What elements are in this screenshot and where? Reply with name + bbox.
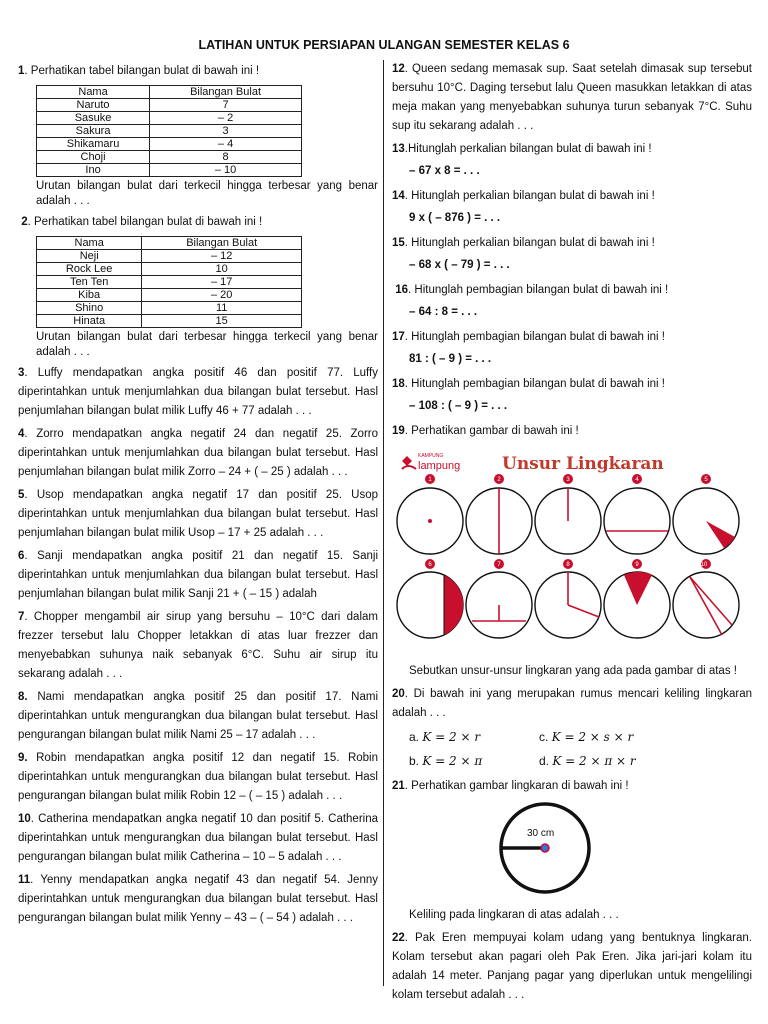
question-5: 5. Usop mendapatkan angka negatif 17 dan positif 25. Usop diperintahkan untuk menjumlahkan dua bilangan bulat tersebut. Hasl penjumlahan bilangan bulat milik Usop – 17 + 25 adalah . . . <box>18 489 378 539</box>
question-followup: Sebutkan unsur-unsur lingkaran yang ada pada gambar di atas ! <box>409 665 737 677</box>
logo-small-text: KAMPUNG <box>418 453 444 459</box>
question-text: . Perhatikan tabel bilangan bulat di bawah ini ! <box>27 216 263 228</box>
math-expression: 81 : ( – 9 ) = . . . <box>409 353 492 365</box>
question-15: 15. Hitunglah perkalian bilangan bulat di bawah ini ! – 68 x ( – 79 ) = . . . <box>392 234 752 275</box>
question-2 <box>18 213 378 360</box>
question-14: 14. Hitunglah perkalian bilangan bulat di bawah ini ! 9 x ( – 876 ) = . . . <box>392 187 752 228</box>
right-column <box>392 60 752 1009</box>
question-19: 19. Perhatikan gambar di bawah ini ! KAMPUNG lampung Unsur Lingkaran 1 2 3 4 5 6 7 8 9 10 Sebutkan unsur-unsur lingkaran yang ada pada gambar di atas ! <box>392 422 752 681</box>
question-text: . Yenny mendapatkan angka negatif 43 dan negatif 54. Jenny diperintahkan untuk mengurangkan dua bilangan bulat tersebut. Hasl pengurangan bilangan bulat milik Yenny – 43 – ( – 54 ) adalah . . . <box>18 874 378 924</box>
math-expression: – 108 : ( – 9 ) = . . . <box>409 400 508 412</box>
question-followup: Keliling pada lingkaran di atas adalah . . . <box>409 909 619 921</box>
marker-6: 6 <box>428 562 432 568</box>
question-20: 20. Di bawah ini yang merupakan rumus mencari keliling lingkaran adalah . . . a. K = 2 × r c. K = 2 × s × r b. K = 2 × π d. K = 2 × π × r <box>392 685 752 773</box>
page-title: LATIHAN UNTUK PERSIAPAN ULANGAN SEMESTER KELAS 6 <box>198 38 570 52</box>
question-text: . Hitunglah perkalian bilangan bulat di bawah ini ! <box>404 190 655 202</box>
circle-radius-svg <box>487 802 607 897</box>
question-1 <box>18 62 378 209</box>
table-row: Sakura 3 <box>37 125 302 138</box>
question-4: 4. Zorro mendapatkan angka negatif 24 dan negatif 25. Zorro diperintahkan untuk menjumlahkan dua bilangan bulat tersebut. Hasl penjumlahan bilangan bulat milik Zorro – 24 + ( – 25 ) adalah . . . <box>18 428 378 478</box>
table-row: Kiba – 20 <box>37 289 302 302</box>
unsur-lingkaran-figure <box>392 447 752 654</box>
header-bilangan: Bilangan Bulat <box>142 237 302 250</box>
header-nama: Nama <box>37 86 150 99</box>
question-text: .Hitunglah perkalian bilangan bulat di bawah ini ! <box>404 143 652 155</box>
figure-title: Unsur Lingkaran <box>502 454 664 474</box>
table-header <box>37 237 302 250</box>
math-expression: – 68 x ( – 79 ) = . . . <box>409 259 510 271</box>
radius-line <box>690 577 732 625</box>
question-text: Nami mendapatkan angka positif 25 dan positif 17. Nami diperintahkan untuk mengurangkan dua bilangan bulat tersebut. Hasl pengurangan bilangan bulat milik Nami 25 – 17 adalah . . . <box>18 691 378 741</box>
question-17: 17. Hitunglah pembagian bilangan bulat di bawah ini ! 81 : ( – 9 ) = . . . <box>392 328 752 369</box>
table-row: Neji – 12 <box>37 250 302 263</box>
question-text: . Hitunglah pembagian bilangan bulat di bawah ini ! <box>404 378 666 390</box>
header-bilangan: Bilangan Bulat <box>150 86 302 99</box>
question-13: 13.Hitunglah perkalian bilangan bulat di bawah ini ! – 67 x 8 = . . . <box>392 140 752 181</box>
marker-5: 5 <box>704 477 708 483</box>
question-18: 18. Hitunglah pembagian bilangan bulat di bawah ini ! – 108 : ( – 9 ) = . . . <box>392 375 752 416</box>
answer-options <box>392 725 752 773</box>
question-text: . Hitunglah pembagian bilangan bulat di bawah ini ! <box>404 331 666 343</box>
question-number: 2 <box>21 216 28 228</box>
question-text: . Perhatikan tabel bilangan bulat di bawah ini ! <box>24 65 260 77</box>
half-segment-shape <box>444 575 463 635</box>
radius-line <box>568 605 599 617</box>
column-divider <box>383 60 384 986</box>
question-followup: Urutan bilangan bulat dari terkecil hingga terbesar yang benar adalah . . . <box>36 180 378 207</box>
question-text: . Perhatikan gambar lingkaran di bawah ini ! <box>404 780 629 792</box>
table-row: Shino 11 <box>37 302 302 315</box>
marker-2: 2 <box>497 477 501 483</box>
table-row: Sasuke – 2 <box>37 112 302 125</box>
marker-1: 1 <box>428 477 432 483</box>
circle-elements-svg <box>392 447 752 647</box>
math-expression: 9 x ( – 876 ) = . . . <box>409 212 501 224</box>
radius-line <box>690 577 722 635</box>
table-q2 <box>36 236 302 328</box>
question-text: . Di bawah ini yang merupakan rumus mencari keliling lingkaran adalah . . . <box>392 688 752 719</box>
question-16: 16. Hitunglah pembagian bilangan bulat di bawah ini ! – 64 : 8 = . . . <box>392 281 752 322</box>
sector-shape <box>624 572 652 605</box>
table-row: Rock Lee 10 <box>37 263 302 276</box>
question-text: . Luffy mendapatkan angka positif 46 dan positif 77. Luffy diperintahkan untuk menjumlahkan dua bilangan bulat tersebut. Hasl penjumlahan bilangan bulat milik Luffy 46 + 77 adalah . . . <box>18 367 378 417</box>
question-text: . Hitunglah perkalian bilangan bulat di bawah ini ! <box>404 237 655 249</box>
table-row: Hinata 15 <box>37 315 302 328</box>
table-row: Naruto 7 <box>37 99 302 112</box>
radius-label: 30 cm <box>527 828 555 839</box>
radius-figure <box>487 802 752 904</box>
question-text: Robin mendapatkan angka positif 12 dan negatif 15. Robin diperintahkan untuk mengurangkan dua bilangan bulat tersebut. Hasl pengurangan bilangan bulat milik Robin 12 – ( – 15 ) adalah . . . <box>18 752 378 802</box>
question-11: 11. Yenny mendapatkan angka negatif 43 dan negatif 54. Jenny diperintahkan untuk mengurangkan dua bilangan bulat tersebut. Hasl pengurangan bilangan bulat milik Yenny – 43 – ( – 54 ) adalah . . . <box>18 874 378 924</box>
left-column <box>18 62 378 932</box>
question-text: . Zorro mendapatkan angka negatif 24 dan negatif 25. Zorro diperintahkan untuk menjumlahkan dua bilangan bulat tersebut. Hasl penjumlahan bilangan bulat milik Zorro – 24 + ( – 25 ) adalah . . . <box>18 428 378 478</box>
marker-4: 4 <box>635 477 639 483</box>
question-12: 12. Queen sedang memasak sup. Saat setelah dimasak sup tersebut bersuhu 10°C. Daging tersebut lalu Queen masukkan letakkan di atas meja makan yang menyebabkan suhunya turun sebanyak 7°C. Suhu sup itu sekarang adalah . . . <box>392 63 752 132</box>
lampung-logo <box>402 453 460 472</box>
option-d[interactable]: d. K = 2 × π × r <box>539 753 636 768</box>
question-text: . Pak Eren mempuyai kolam udang yang bentuknya lingkaran. Kolam tersebut akan pagari oleh Pak Eren. Jika jari-jari kolam itu adalah 14 meter. Panjang pagar yang diperlukan untuk mengelilingi kolam tersebut adalah . . . <box>392 932 752 1001</box>
option-a[interactable]: a. K = 2 × r <box>409 729 481 744</box>
table-header <box>37 86 302 99</box>
table-q1 <box>36 85 302 177</box>
question-3: 3. Luffy mendapatkan angka positif 46 dan positif 77. Luffy diperintahkan untuk menjumlahkan dua bilangan bulat tersebut. Hasl penjumlahan bilangan bulat milik Luffy 46 + 77 adalah . . . <box>18 367 378 417</box>
question-text: . Queen sedang memasak sup. Saat setelah dimasak sup tersebut bersuhu 10°C. Daging tersebut lalu Queen masukkan letakkan di atas meja makan yang menyebabkan suhunya turun sebanyak 7°C. Suhu sup itu sekarang adalah . . . <box>392 63 752 132</box>
question-text: . Usop mendapatkan angka negatif 17 dan positif 25. Usop diperintahkan untuk menjumlahkan dua bilangan bulat tersebut. Hasl penjumlahan bilangan bulat milik Usop – 17 + 25 adalah . . . <box>18 489 378 539</box>
question-7: 7. Chopper mengambil air sirup yang bersuhu – 10°C dari dalam frezzer tersebut lalu Chopper letakkan di atas luar frezzer dan menyebabkan suhunya naik sebanyak 6°C. Suhu air sirup itu sekarang adalah . . . <box>18 611 378 680</box>
question-9: 9. Robin mendapatkan angka positif 12 dan negatif 15. Robin diperintahkan untuk mengurangkan dua bilangan bulat tersebut. Hasl pengurangan bilangan bulat milik Robin 12 – ( – 15 ) adalah . . . <box>18 752 378 802</box>
question-22: 22. Pak Eren mempuyai kolam udang yang bentuknya lingkaran. Kolam tersebut akan pagari oleh Pak Eren. Jika jari-jari kolam itu adalah 14 meter. Panjang pagar yang diperlukan untuk mengelilingi kolam tersebut adalah . . . <box>392 932 752 1001</box>
math-expression: – 67 x 8 = . . . <box>409 165 480 177</box>
center-point <box>428 519 432 523</box>
marker-7: 7 <box>497 562 501 568</box>
question-text: . Chopper mengambil air sirup yang bersuhu – 10°C dari dalam frezzer tersebut lalu Chopper letakkan di atas luar frezzer dan menyebabkan suhunya naik sebanyak 6°C. Suhu air sirup itu sekarang adalah . . . <box>18 611 378 680</box>
marker-9: 9 <box>635 562 639 568</box>
question-text: . Catherina mendapatkan angka negatif 10 dan positif 5. Catherina diperintahkan untuk mengurangkan dua bilangan bulat tersebut. Hasl pengurangan bilangan bulat milik Catherina – 10 – 5 adalah . . . <box>18 813 378 863</box>
marker-3: 3 <box>566 477 570 483</box>
question-8: 8. Nami mendapatkan angka positif 25 dan positif 17. Nami diperintahkan untuk mengurangkan dua bilangan bulat tersebut. Hasl pengurangan bilangan bulat milik Nami 25 – 17 adalah . . . <box>18 691 378 741</box>
question-number: 1 <box>18 65 25 77</box>
table-row: Choji 8 <box>37 151 302 164</box>
question-followup: Urutan bilangan bulat dari terbesar hingga terkecil yang benar adalah . . . <box>36 331 378 358</box>
question-text: . Perhatikan gambar di bawah ini ! <box>404 425 579 437</box>
question-21: 21. Perhatikan gambar lingkaran di bawah ini ! 30 cm Keliling pada lingkaran di atas adalah . . . <box>392 777 752 925</box>
table-row: Shikamaru – 4 <box>37 138 302 151</box>
marker-10: 10 <box>700 562 708 568</box>
table-row: Ten Ten – 17 <box>37 276 302 289</box>
marker-8: 8 <box>566 562 570 568</box>
option-c[interactable]: c. K = 2 × s × r <box>539 729 634 744</box>
table-row: Ino – 10 <box>37 164 302 177</box>
header-nama: Nama <box>37 237 142 250</box>
circle-4 <box>604 488 670 554</box>
math-expression: – 64 : 8 = . . . <box>409 306 478 318</box>
question-text: . Hitunglah pembagian bilangan bulat di bawah ini ! <box>408 284 669 296</box>
center-point <box>541 844 549 852</box>
question-text: . Sanji mendapatkan angka positif 21 dan negatif 15. Sanji diperintahkan untuk menjumlahkan dua bilangan bulat tersebut. Hasl penjumlahan bilangan bulat milik Sanji 21 + ( – 15 ) adalah <box>18 550 378 600</box>
option-b[interactable]: b. K = 2 × π <box>409 753 483 768</box>
question-6: 6. Sanji mendapatkan angka positif 21 dan negatif 15. Sanji diperintahkan untuk menjumlahkan dua bilangan bulat tersebut. Hasl penjumlahan bilangan bulat milik Sanji 21 + ( – 15 ) adalah <box>18 550 378 600</box>
logo-main-text: lampung <box>418 460 461 472</box>
question-10: 10. Catherina mendapatkan angka negatif 10 dan positif 5. Catherina diperintahkan untuk mengurangkan dua bilangan bulat tersebut. Hasl pengurangan bilangan bulat milik Catherina – 10 – 5 adalah . . . <box>18 813 378 863</box>
